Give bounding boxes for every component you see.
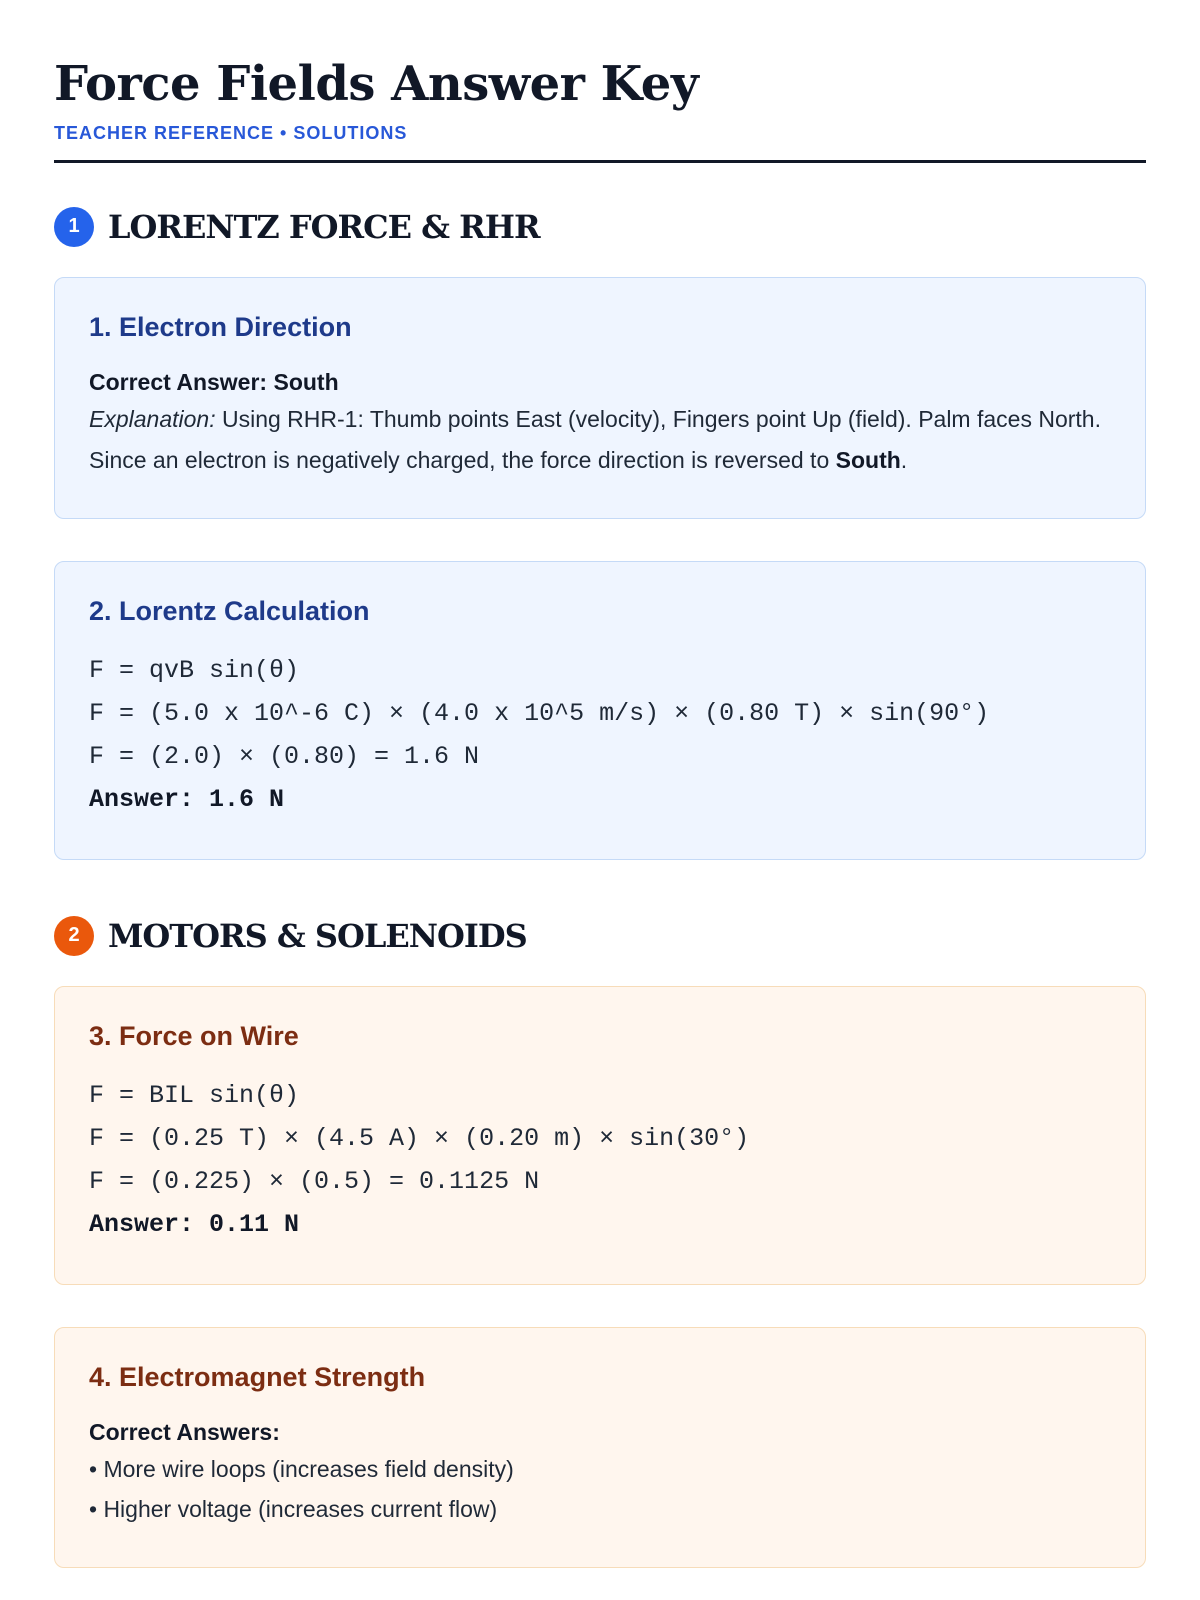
correct-answer: Correct Answers: — [89, 1418, 280, 1445]
section-number-badge: 1 — [54, 207, 94, 247]
question-title: 1. Electron Direction — [89, 311, 352, 342]
section-number-badge: 2 — [54, 916, 94, 956]
section-header-lorentz — [54, 207, 1146, 247]
list-item: • More wire loops (increases field density) — [89, 1456, 514, 1483]
question-card-electron-direction — [54, 277, 1146, 519]
page-title: Force Fields Answer Key — [54, 56, 699, 112]
list-item: • Higher voltage (increases current flow) — [89, 1496, 498, 1523]
title-divider — [54, 160, 1146, 163]
calculation-step: F = qvB sin(θ) — [89, 655, 300, 685]
question-title: 4. Electromagnet Strength — [89, 1361, 426, 1392]
explanation-label: Explanation: — [89, 406, 216, 433]
question-card-electromagnet-strength — [54, 1327, 1146, 1569]
final-answer: Answer: 0.11 N — [89, 1209, 300, 1239]
section-title: MOTORS & SOLENOIDS — [108, 916, 527, 955]
section-header-motors — [54, 916, 1146, 956]
question-card-lorentz-calculation — [54, 561, 1146, 860]
question-title: 3. Force on Wire — [89, 1020, 299, 1051]
question-card-force-on-wire — [54, 986, 1146, 1285]
calculation-step: F = (2.0) × (0.80) = 1.6 N — [89, 741, 480, 771]
calculation-step: F = BIL sin(θ) — [89, 1080, 300, 1110]
explanation-end: . — [900, 446, 908, 473]
final-answer: Answer: 1.6 N — [89, 784, 285, 814]
question-title: 2. Lorentz Calculation — [89, 595, 370, 626]
calculation-step: F = (5.0 x 10^-6 C) × (4.0 x 10^5 m/s) × (0.80 T) × sin(90°) — [89, 698, 990, 728]
explanation-text: Using RHR-1: Thumb points East (velocity), Fingers point Up (field). Palm faces North. Since an electron is negatively charged, the force direction is reversed to — [89, 406, 1101, 473]
explanation-emphasis: South — [835, 446, 901, 473]
explanation — [89, 399, 1111, 480]
correct-answer: Correct Answer: South — [89, 368, 339, 395]
calculation-step: F = (0.225) × (0.5) = 0.1125 N — [89, 1166, 540, 1196]
calculation-step: F = (0.25 T) × (4.5 A) × (0.20 m) × sin(30°) — [89, 1123, 750, 1153]
page-subtitle: TEACHER REFERENCE • SOLUTIONS — [54, 122, 408, 143]
section-title: LORENTZ FORCE & RHR — [108, 207, 540, 246]
